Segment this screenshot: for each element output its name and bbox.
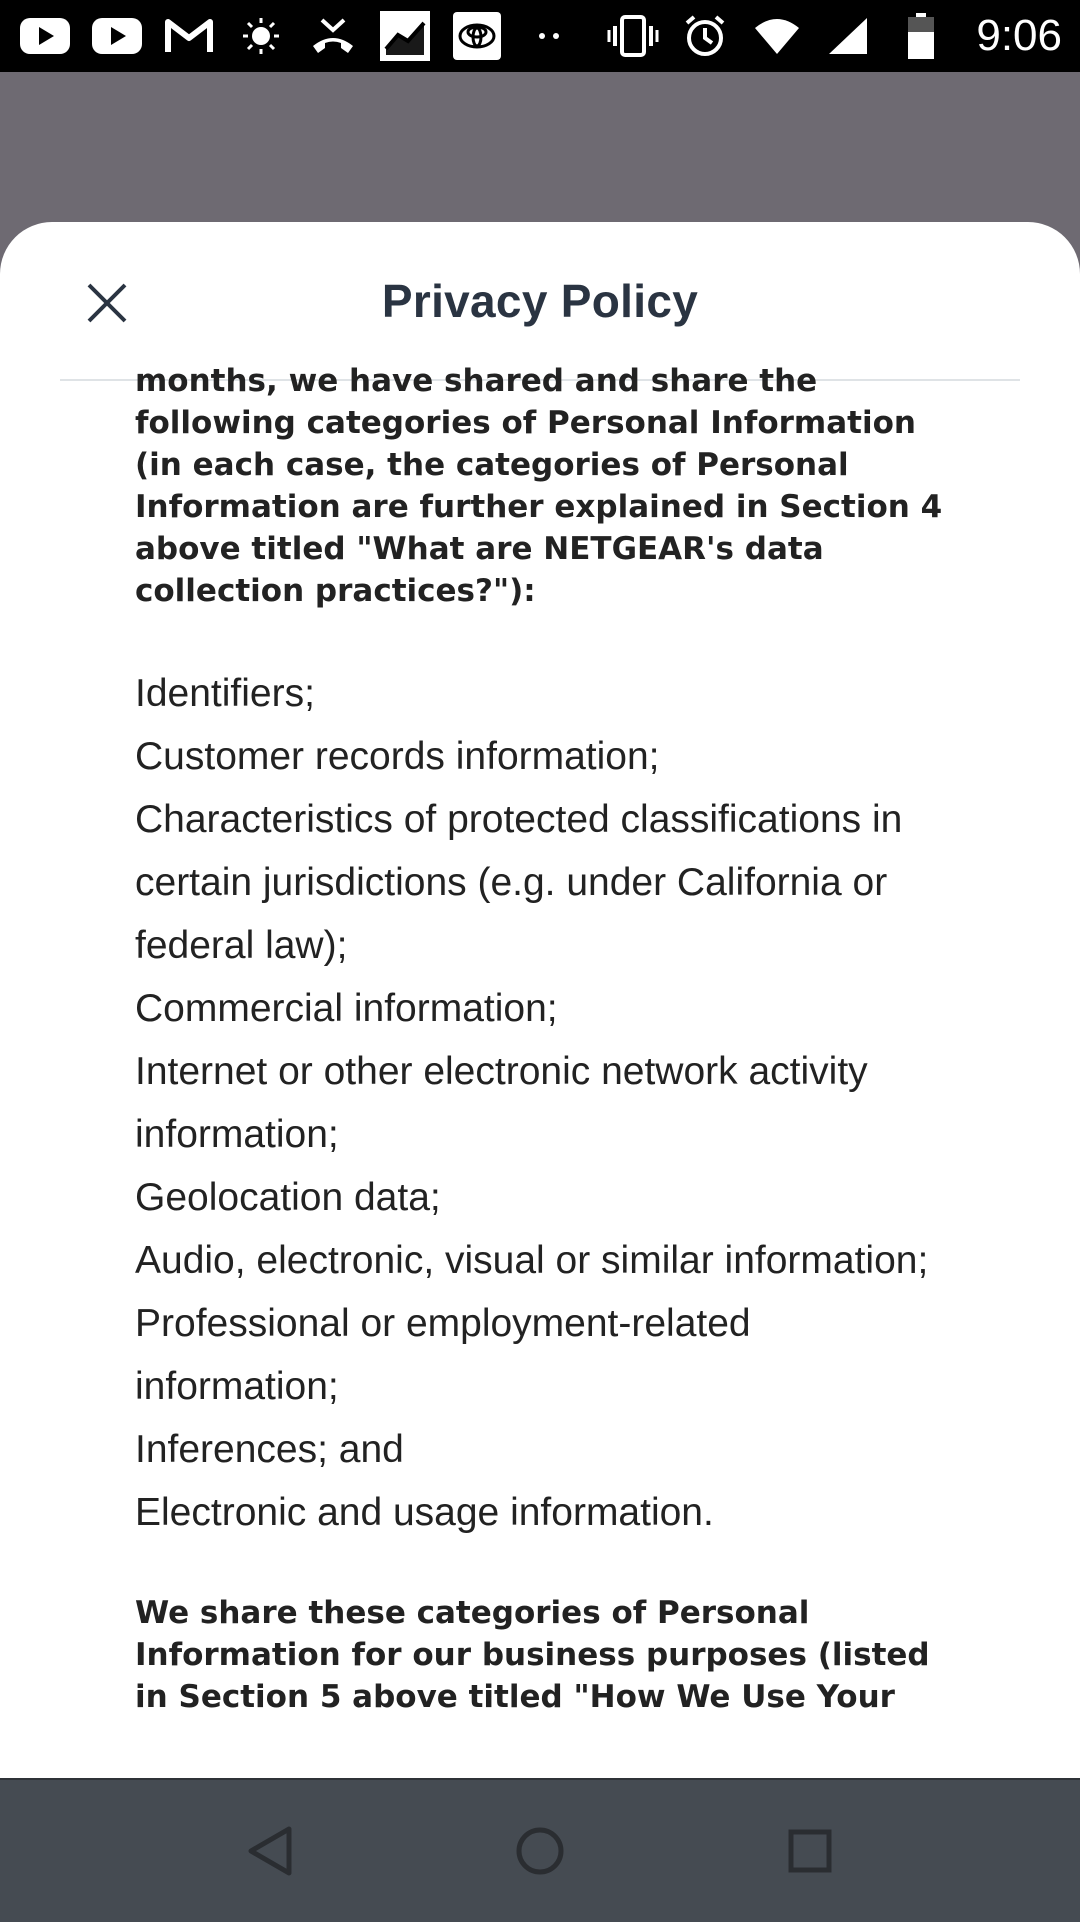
list-item: Characteristics of protected classifications in certain jurisdictions (e.g. under California or federal law);	[135, 798, 903, 967]
list-item: Inferences; and	[135, 1428, 404, 1471]
list-item: Audio, electronic, visual or similar information;	[135, 1239, 929, 1282]
youtube-icon	[20, 14, 70, 58]
list-item: Electronic and usage information.	[135, 1491, 714, 1534]
toyota-icon	[452, 14, 502, 58]
home-icon	[514, 1825, 566, 1877]
vibrate-icon	[608, 14, 658, 58]
brightness-icon	[236, 14, 286, 58]
gmail-icon	[164, 14, 214, 58]
more-dots-icon	[524, 14, 574, 58]
policy-outro-paragraph: We share these categories of Personal Information for our business purposes (listed in Section 5 above titled "How We Use Your	[135, 1595, 930, 1715]
chart-icon	[380, 14, 430, 58]
privacy-policy-sheet	[0, 222, 1080, 1778]
home-button[interactable]	[505, 1820, 575, 1882]
signal-icon	[824, 14, 874, 58]
status-bar	[0, 0, 1080, 72]
battery-icon	[896, 14, 946, 58]
categories-list	[135, 662, 965, 1544]
missed-call-icon	[308, 14, 358, 58]
back-icon	[245, 1825, 295, 1877]
list-item: Geolocation data;	[135, 1176, 441, 1219]
wifi-icon	[752, 14, 802, 58]
list-item: Internet or other electronic network activity information;	[135, 1050, 868, 1156]
recents-button[interactable]	[775, 1820, 845, 1882]
recents-icon	[787, 1828, 833, 1874]
policy-intro-paragraph: months, we have shared and share the following categories of Personal Information (in each case, the categories of Personal Information are further explained in Section 4 above titled "What are NETGEAR's data collection practices?"):	[135, 363, 943, 609]
list-item: Professional or employment-related information;	[135, 1302, 751, 1408]
youtube-icon	[92, 14, 142, 58]
sheet-header	[0, 222, 1080, 380]
list-item: Identifiers;	[135, 672, 315, 715]
modal-scrim[interactable]	[0, 72, 1080, 222]
list-item: Commercial information;	[135, 987, 558, 1030]
list-item: Customer records information;	[135, 735, 660, 778]
back-button[interactable]	[235, 1820, 305, 1882]
page-title: Privacy Policy	[381, 275, 699, 327]
system-nav-bar	[0, 1778, 1080, 1922]
status-time: 9:06	[976, 11, 1062, 60]
alarm-icon	[680, 14, 730, 58]
policy-scroll-content[interactable]	[0, 363, 1080, 1747]
